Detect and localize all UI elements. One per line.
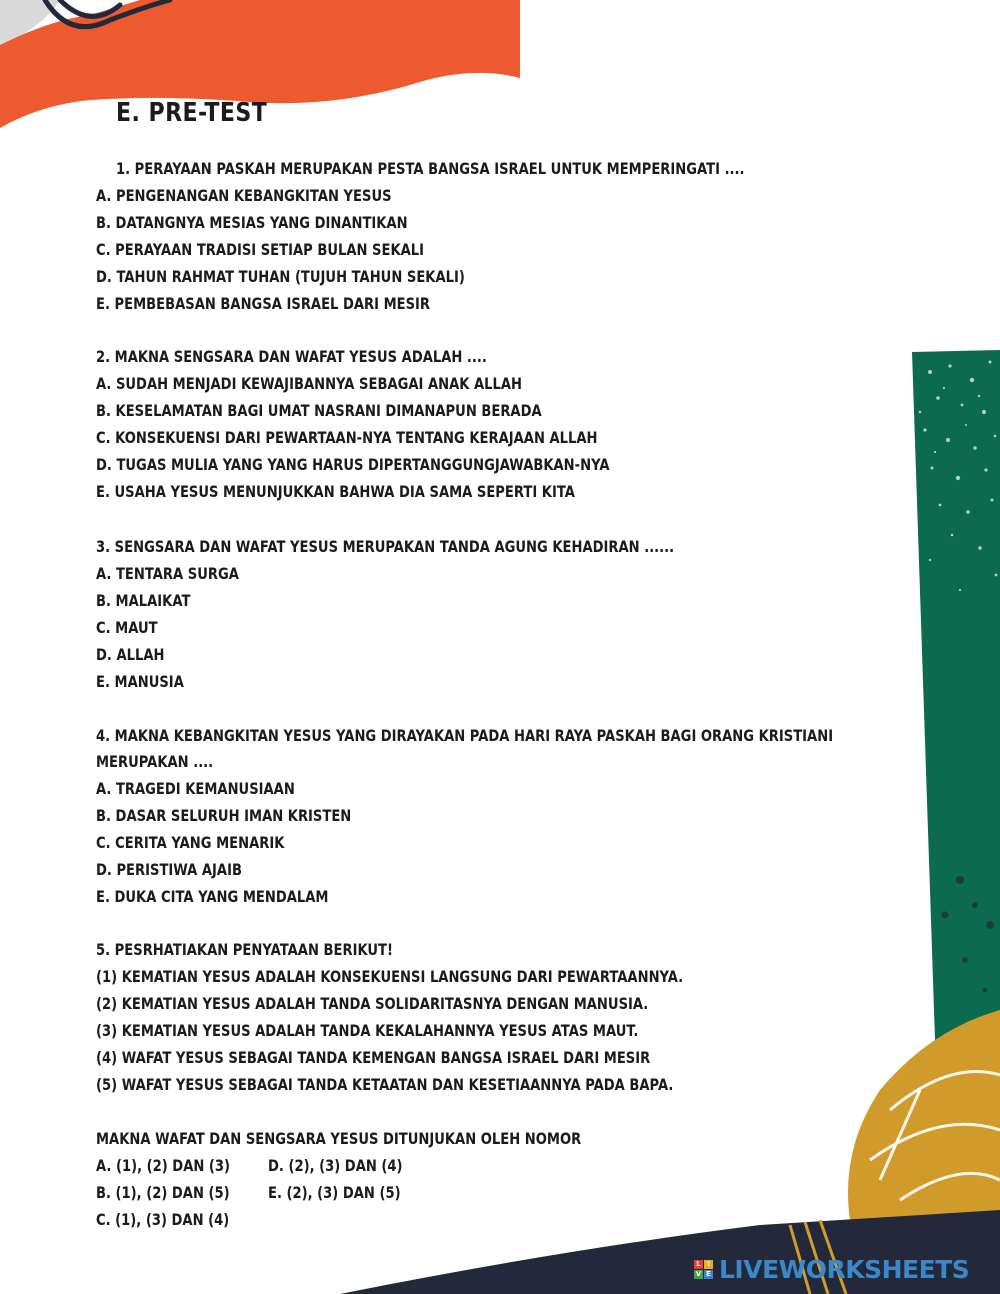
mustard-shape — [848, 1010, 1000, 1230]
statement-4: (4) WAFAT YESUS SEBAGAI TANDA KEMENGAN BANGSA ISRAEL DARI MESIR — [96, 1048, 651, 1067]
green-block-shape — [912, 350, 1000, 1070]
option-e[interactable]: E. PEMBEBASAN BANGSA ISRAEL DARI MESIR — [96, 294, 431, 313]
option-a[interactable]: A. SUDAH MENJADI KEWAJIBANNYA SEBAGAI ANAK ALLAH — [96, 374, 523, 393]
option-e[interactable]: E. (2), (3) DAN (5) — [268, 1183, 401, 1202]
option-b[interactable]: B. KESELAMATAN BAGI UMAT NASRANI DIMANAPUN BERADA — [96, 401, 542, 420]
logo-letter: L — [694, 1260, 703, 1269]
option-b[interactable]: B. DATANGNYA MESIAS YANG DINANTIKAN — [96, 213, 408, 232]
question-stem: 5. PESRHATIAKAN PENYATAAN BERIKUT! — [96, 940, 393, 959]
option-a[interactable]: A. TENTARA SURGA — [96, 564, 239, 583]
statement-1: (1) KEMATIAN YESUS ADALAH KONSEKUENSI LANGSUNG DARI PEWARTAANNYA. — [96, 967, 684, 986]
option-d[interactable]: D. (2), (3) DAN (4) — [268, 1156, 403, 1175]
option-e[interactable]: E. USAHA YESUS MENUNJUKKAN BAHWA DIA SAMA SEPERTI KITA — [96, 482, 575, 501]
question-stem-line-1: 4. MAKNA KEBANGKITAN YESUS YANG DIRAYAKAN PADA HARI RAYA PASKAH BAGI ORANG KRISTIANI — [96, 726, 834, 745]
option-e[interactable]: E. DUKA CITA YANG MENDALAM — [96, 887, 329, 906]
page-title: E. PRE-TEST — [116, 98, 268, 128]
option-b[interactable]: B. DASAR SELURUH IMAN KRISTEN — [96, 806, 352, 825]
option-c[interactable]: C. MAUT — [96, 618, 158, 637]
option-c[interactable]: C. CERITA YANG MENARIK — [96, 833, 285, 852]
logo-letter: V — [695, 1269, 702, 1278]
option-a[interactable]: A. PENGENANGAN KEBANGKITAN YESUS — [96, 186, 392, 205]
option-b[interactable]: B. MALAIKAT — [96, 591, 191, 610]
option-d[interactable]: D. TAHUN RAHMAT TUHAN (TUJUH TAHUN SEKALI) — [96, 267, 465, 286]
option-d[interactable]: D. TUGAS MULIA YANG YANG HARUS DIPERTANGGUNGJAWABKAN-NYA — [96, 455, 610, 474]
question-stem: 2. MAKNA SENGSARA DAN WAFAT YESUS ADALAH .... — [96, 347, 487, 366]
option-d[interactable]: D. ALLAH — [96, 645, 165, 664]
logo-mark-icon — [694, 1260, 713, 1279]
option-e[interactable]: E. MANUSIA — [96, 672, 184, 691]
statement-2: (2) KEMATIAN YESUS ADALAH TANDA SOLIDARITASNYA DENGAN MANUSIA. — [96, 994, 649, 1013]
option-c[interactable]: C. PERAYAAN TRADISI SETIAP BULAN SEKALI — [96, 240, 425, 259]
logo-letter: E — [704, 1270, 713, 1279]
option-a[interactable]: A. TRAGEDI KEMANUSIAAN — [96, 779, 295, 798]
option-c[interactable]: C. (1), (3) DAN (4) — [96, 1210, 230, 1229]
option-a[interactable]: A. (1), (2) DAN (3) — [96, 1156, 231, 1175]
question-stem-line-2: MERUPAKAN .... — [96, 752, 214, 771]
question-stem: 3. SENGSARA DAN WAFAT YESUS MERUPAKAN TANDA AGUNG KEHADIRAN ...... — [96, 537, 675, 556]
brand-name: LIVEWORKSHEETS — [719, 1254, 970, 1284]
option-d[interactable]: D. PERISTIWA AJAIB — [96, 860, 242, 879]
option-b[interactable]: B. (1), (2) DAN (5) — [96, 1183, 230, 1202]
question-prompt: MAKNA WAFAT DAN SENGSARA YESUS DITUNJUKAN OLEH NOMOR — [96, 1129, 582, 1148]
statement-3: (3) KEMATIAN YESUS ADALAH TANDA KEKALAHANNYA YESUS ATAS MAUT. — [96, 1021, 639, 1040]
logo-letter: I — [704, 1260, 713, 1269]
option-c[interactable]: C. KONSEKUENSI DARI PEWARTAAN-NYA TENTANG KERAJAAN ALLAH — [96, 428, 598, 447]
statement-5: (5) WAFAT YESUS SEBAGAI TANDA KETAATAN DAN KESETIAANNYA PADA BAPA. — [96, 1075, 674, 1094]
question-stem: 1. PERAYAAN PASKAH MERUPAKAN PESTA BANGSA ISRAEL UNTUK MEMPERINGATI .... — [116, 159, 745, 178]
liveworksheets-logo[interactable] — [694, 1254, 969, 1284]
